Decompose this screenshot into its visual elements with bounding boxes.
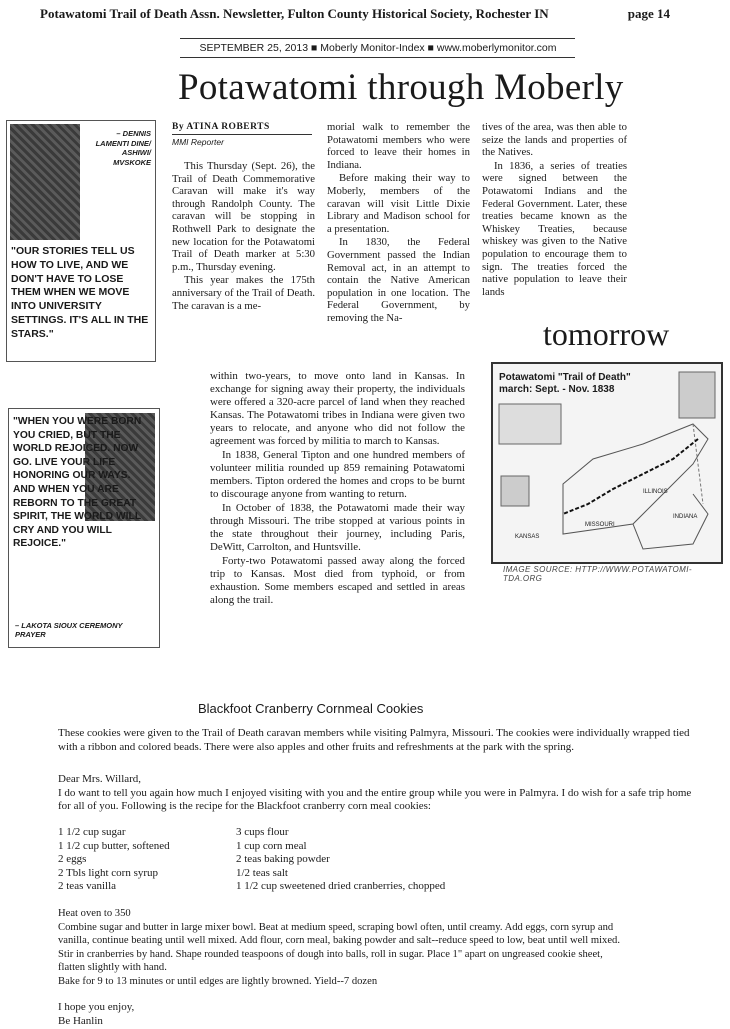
paragraph: This year makes the 175th anniversary of the Trail of Death. The caravan is a me-: [172, 274, 315, 312]
direction-line: flatten slightly with hand.: [58, 962, 167, 974]
paragraph: In 1830, the Federal Government passed the Indian Removal act, in an attempt to contain the Native American population in one location. The Federal Government, by removing the Na-: [327, 236, 470, 324]
quote-credit: – LAKOTA SIOUX CEREMONY PRAYER: [15, 621, 123, 639]
page-number: page 14: [627, 6, 670, 21]
paragraph: Forty-two Potawatomi passed away along the forced trip to Kansas. Most died from typhoid, or from exhaustion. Some members escaped and settled in areas along the trail.: [210, 555, 465, 606]
directions: [58, 907, 708, 989]
direction-line: Combine sugar and butter in large mixer bowl. Beat at medium speed, scraping bowl often, until creamy. Add eggs, corn syrup and: [58, 921, 614, 933]
ingredients-left: [58, 826, 228, 894]
quote-box-2: [8, 408, 160, 648]
intro-text: These cookies were given to the Trail of Death caravan members while visiting Palmyra, Missouri. The cookies were individually wrapped tied with a ribbon and colored beads. There were also apples and other fruits and refreshments at the park with the spring.: [58, 727, 690, 753]
paragraph: tives of the area, was then able to seize the lands and properties of the Natives.: [482, 121, 627, 159]
ingredient: 3 cups flour: [236, 826, 289, 838]
byline-block: [172, 122, 312, 147]
divider: [180, 57, 575, 58]
salutation: Dear Mrs. Willard,: [58, 773, 142, 785]
paragraph: Before making their way to Moberly, members of the caravan will visit Little Dixie Library and Madison school for a presentation.: [327, 172, 470, 235]
article-column-2: [327, 121, 470, 326]
map-label: INDIANA: [673, 514, 698, 520]
map-title-line: march: Sept. - Nov. 1838: [499, 384, 615, 395]
map-title-line: Potawatomi "Trail of Death": [499, 372, 631, 383]
letter: [58, 773, 698, 814]
ingredient: 1/2 teas salt: [236, 866, 288, 879]
paragraph: morial walk to remember the Potawatomi members who were forced to leave their homes in Indiana.: [327, 121, 470, 171]
portrait-photo: [10, 124, 80, 240]
article-column-1: [172, 160, 315, 313]
ingredient: 1 1/2 cup butter, softened: [58, 839, 170, 852]
direction-line: vanilla, continue beating until well mixed. Add flour, corn meal, baking powder and salt--reduce speed to low, beat until well mixed.: [58, 935, 620, 947]
article-column-4: [210, 370, 465, 608]
tomorrow-heading: tomorrow: [543, 316, 670, 352]
closing-line: I hope you enjoy,: [58, 1001, 135, 1013]
letter-text: I do want to tell you again how much I enjoyed visiting with you and the entire group while you were in Palmyra. I do wish for a safe trip home for all of you. Following is the recipe for the Blackfoot cranberry corn meal cookies:: [58, 786, 692, 813]
map-label: ILLINOIS: [643, 489, 668, 495]
ingredient: 2 Tbls light corn syrup: [58, 866, 159, 879]
ingredient: 2 teas vanilla: [58, 880, 117, 893]
reporter-role: MMI Reporter: [172, 137, 224, 147]
running-header: Potawatomi Trail of Death Assn. Newsletter, Fulton County Historical Society, Rochester IN: [40, 6, 549, 21]
direction-line: Bake for 9 to 13 minutes or until edges are lightly browned. Yield--7 dozen: [58, 975, 378, 987]
paragraph: In 1836, a series of treaties were signed between the Potawatomi Indians and the Federal Government. Later, these treaties became known as the Whiskey Treaties, because whiskey was given to the Native population to encourage them to sign. The treaties forced the native population to leave their lands: [482, 159, 627, 298]
ingredients-right: [236, 826, 536, 894]
recipe-intro: [58, 727, 698, 754]
oven-temp: Heat oven to 350: [58, 908, 131, 919]
quote-text: "WHEN YOU WERE BORN YOU CRIED, BUT THE WORLD REJOICED. NOW GO. LIVE YOUR LIFE HONORING OUR WAYS. AND WHEN YOU ARE REBORN TO THE GREAT SPIRIT, THE WORLD WILL CRY AND YOU WILL REJOICE.": [13, 416, 142, 550]
headline: Potawatomi through Moberly: [178, 67, 624, 108]
map-graphic: [493, 364, 721, 562]
ingredient: 1 1/2 cup sweetened dried cranberries, chopped: [236, 880, 446, 893]
trail-map: [491, 362, 723, 564]
map-label: MISSOURI: [585, 522, 615, 528]
ingredient: 1 1/2 cup sugar: [58, 826, 126, 838]
byline: By ATINA ROBERTS: [172, 122, 270, 132]
recipe-title: Blackfoot Cranberry Cornmeal Cookies: [198, 701, 424, 716]
quote-box-1: [6, 120, 156, 362]
article-column-3: [482, 121, 627, 299]
ingredient: 1 cup corn meal: [236, 839, 307, 852]
paragraph: This Thursday (Sept. 26), the Trail of Death Commemorative Caravan will make it's way through Randolph County. The caravan will be stopping in Rothwell Park to designate the new location for the Potawatomi Trail of Death marker at 5:30 p.m., Thursday evening.: [172, 160, 315, 273]
signature: Be Hanlin: [58, 1014, 103, 1027]
closing: [58, 1001, 358, 1028]
paragraph: within two-years, to move onto land in Kansas. In exchange for signing away their property, the individuals were offered a 320-acre parcel of land when they reached Kansas. The Potawatomi tribes in Indiana were given two years to relocate, and anyone who did not follow the agreement was forced by militia to march to Kansas.: [210, 370, 465, 447]
divider: [180, 38, 575, 39]
quote-credit: – DENNIS LAMENTI DINE/ ASHIWI/ MVSKOKE: [95, 129, 151, 167]
direction-line: Stir in cranberries by hand. Shape rounded teaspoons of dough into balls, roll in sugar. Place 1" apart on ungreased cookie sheet,: [58, 948, 603, 960]
paragraph: In October of 1838, the Potawatomi made their way through Missouri. The tribe stopped at various points in the state throughout their journey, including Paris, DeWitt, Carrolton, and Huntsville.: [210, 502, 465, 553]
ingredient: 2 teas baking powder: [236, 853, 330, 866]
paragraph: In 1838, General Tipton and one hundred members of volunteer militia rounded up 859 remaining Potawatomi members. Tipton ordered the homes and crops to be burnt to discourage anyone from wanting to return.: [210, 449, 465, 500]
quote-text: "OUR STORIES TELL US HOW TO LIVE, AND WE DON'T HAVE TO LOSE THEM WHEN WE MOVE INTO UNIVERSITY SETTINGS. IT'S ALL IN THE STARS.": [11, 245, 149, 340]
map-label: KANSAS: [515, 534, 540, 540]
image-source: IMAGE SOURCE: HTTP://WWW.POTAWATOMI-TDA.ORG: [503, 565, 692, 583]
ingredient: 2 eggs: [58, 853, 87, 866]
dateline: SEPTEMBER 25, 2013 ■ Moberly Monitor-Index ■ www.moberlymonitor.com: [199, 42, 557, 54]
